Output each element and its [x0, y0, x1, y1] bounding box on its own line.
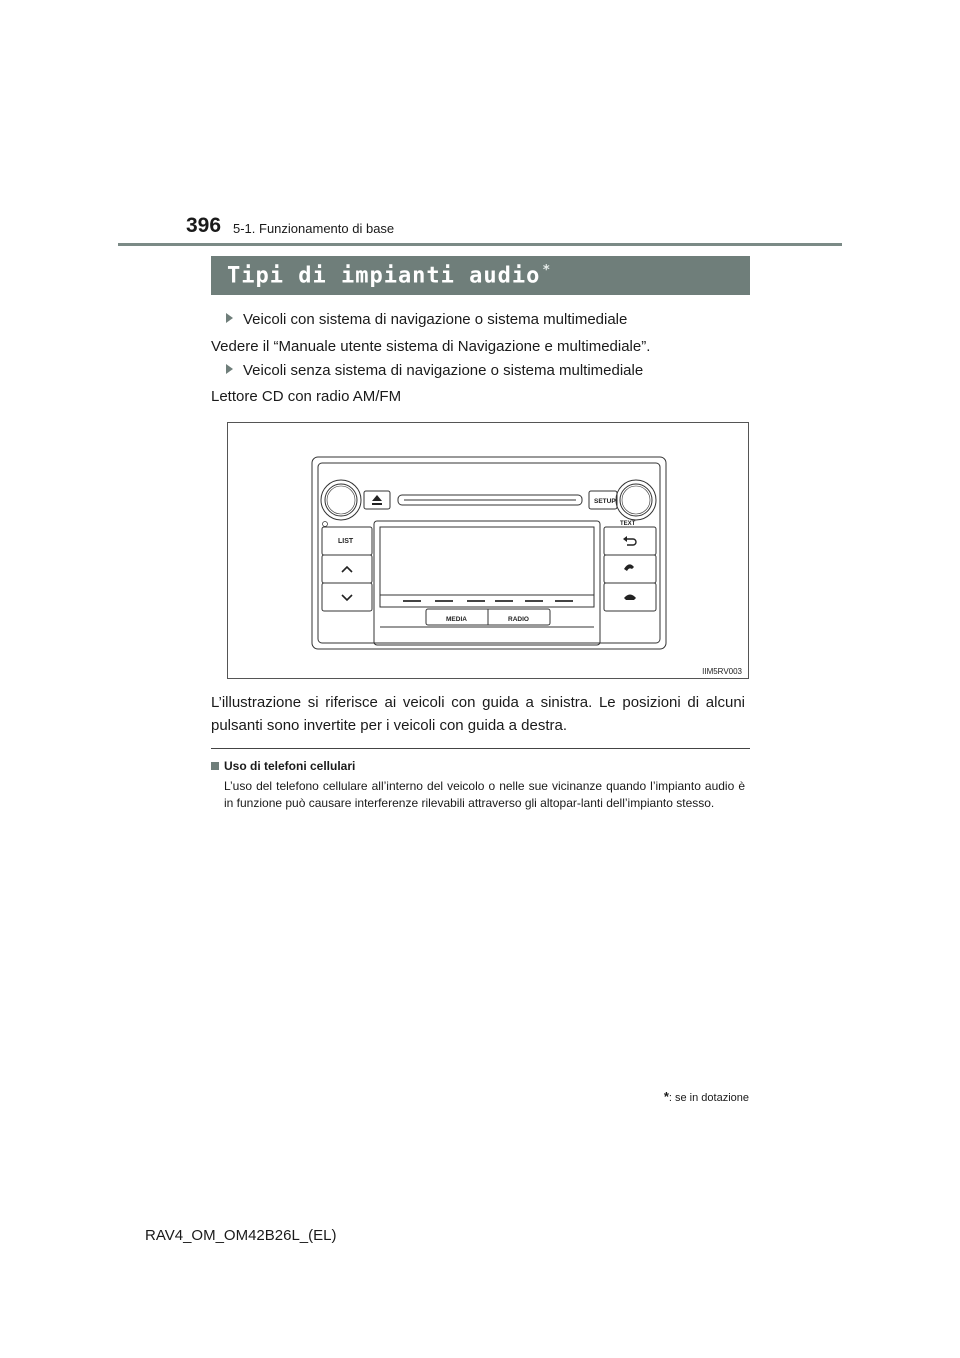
illustration-caption: L’illustrazione si riferisce ai veicoli con guida a sinistra. Le posizioni di alcuni pulsanti sono invertite per i veicoli con guida a destra.: [211, 694, 745, 734]
note-title-text: Uso di telefoni cellulari: [224, 759, 356, 773]
header-rule: [118, 243, 842, 246]
audio-unit-illustration: [227, 422, 749, 679]
bullet-text: Veicoli senza sistema di navigazione o sistema multimediale: [243, 362, 644, 379]
paragraph-cd-player: Lettore CD con radio AM/FM: [211, 388, 402, 405]
section-title-bar: [211, 256, 750, 295]
footnote-text: : se in dotazione: [668, 1092, 749, 1104]
section-title: [227, 263, 551, 288]
audio-panel-drawing: [228, 423, 748, 678]
paragraph-navigation: Vedere il “Manuale utente sistema di Navigazione e multimediale”.: [211, 338, 651, 355]
triangle-bullet-icon: [226, 364, 233, 374]
footer-code: RAV4_OM_OM42B26L_(EL): [145, 1227, 337, 1244]
note-title: [211, 759, 355, 773]
note-body: L’uso del telefono cellulare all’interno del veicolo o nelle sue vicinanze quando l’impianto audio è in funzione può causare interferenze rilevabili attraverso gli altopar-lanti dell’impianto stesso.: [224, 779, 745, 810]
bullet-text: Veicoli con sistema di navigazione o sistema multimediale: [243, 311, 628, 328]
section-title-text: Tipi di impianti audio: [227, 263, 541, 289]
text-knob-label: TEXT: [620, 521, 636, 527]
bullet-item-no-navigation: [226, 362, 643, 379]
radio-button-label: RADIO: [508, 616, 529, 623]
section-label: 5-1. Funzionamento di base: [233, 221, 395, 236]
setup-button-label: SETUP: [594, 498, 616, 505]
illustration-code: IIM5RV003: [702, 667, 742, 676]
bullet-item-navigation: [226, 311, 627, 328]
note-divider: [211, 748, 750, 749]
asterisk-mark: *: [542, 263, 552, 278]
triangle-bullet-icon: [226, 313, 233, 323]
media-button-label: MEDIA: [446, 616, 467, 623]
page-number: 396: [186, 214, 222, 237]
asterisk-mark: *: [663, 1089, 669, 1104]
footnote: [664, 1089, 749, 1104]
square-bullet-icon: [211, 762, 219, 770]
list-button-label: LIST: [338, 538, 354, 545]
